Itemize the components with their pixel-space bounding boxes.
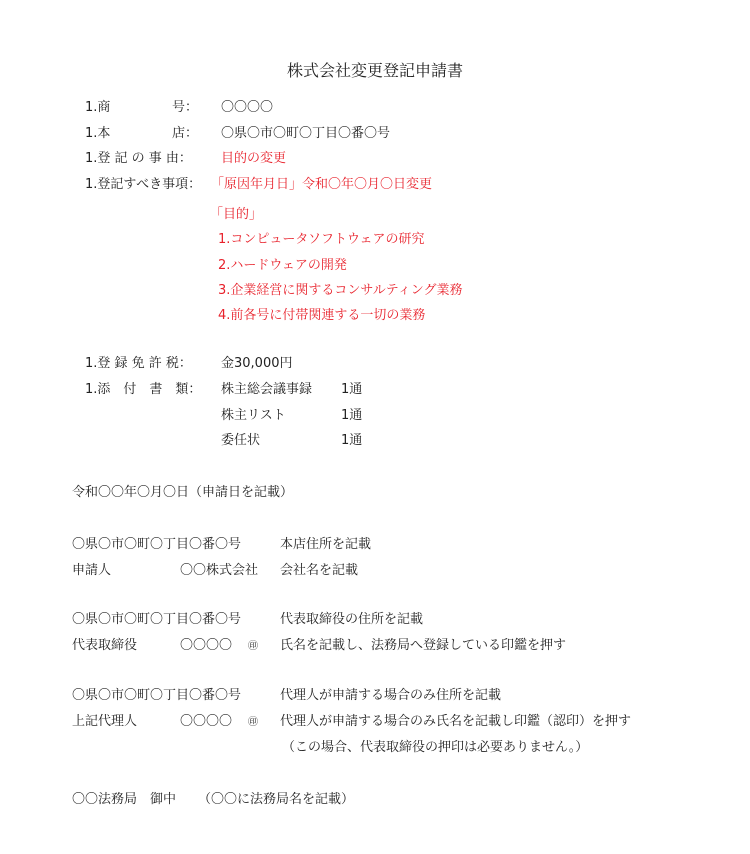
seal-mark: ㊞ xyxy=(248,717,258,728)
purpose-item: 1.コンピュータソフトウェアの研究 xyxy=(218,232,425,247)
seal-icon xyxy=(248,637,258,656)
applicant-name-note: 会社名を記載 xyxy=(280,563,359,578)
agent-note: （この場合、代表取締役の押印は必要ありません。） xyxy=(282,740,589,755)
purpose-item: 4.前各号に付帯関連する一切の業務 xyxy=(218,308,426,323)
tax-label: 1.登 録 免 許 税： xyxy=(85,356,192,371)
attachment-name: 株主リスト xyxy=(221,408,286,423)
agent-name-note: 代理人が申請する場合のみ氏名を記載し印鑑（認印）を押す xyxy=(280,714,632,729)
head-office-label-start: 1.本 xyxy=(85,126,111,141)
representative-address: 〇県〇市〇町〇丁目〇番〇号 xyxy=(72,612,242,627)
agent-label: 上記代理人 xyxy=(72,714,138,729)
head-office-value: 〇県〇市〇町〇丁目〇番〇号 xyxy=(221,126,391,141)
matters-value: 「原因年月日」令和〇年〇月〇日変更 xyxy=(211,177,433,192)
application-date: 令和〇〇年〇月〇日（申請日を記載） xyxy=(72,485,294,500)
attachment-count: 1通 xyxy=(341,382,363,397)
attachment-name: 株主総会議事録 xyxy=(221,382,313,397)
agent-name: 〇〇〇〇 xyxy=(180,714,233,729)
attachment-name: 委任状 xyxy=(221,433,261,448)
purpose-item: 2.ハードウェアの開発 xyxy=(218,258,347,273)
trade-name-label-start: 1.商 xyxy=(85,100,111,115)
matters-label: 1.登記すべき事項： xyxy=(85,177,202,192)
applicant-name: 〇〇株式会社 xyxy=(180,563,259,578)
head-office-label-end: 店： xyxy=(172,126,199,141)
purpose-item: 3.企業経営に関するコンサルティング業務 xyxy=(218,283,463,298)
attachment-count: 1通 xyxy=(341,433,363,448)
representative-name: 〇〇〇〇 xyxy=(180,638,233,653)
seal-mark: ㊞ xyxy=(248,641,258,652)
attachments-label: 1.添 付 書 類： xyxy=(85,382,202,397)
attachment-count: 1通 xyxy=(341,408,363,423)
representative-label: 代表取締役 xyxy=(72,638,138,653)
purpose-heading: 「目的」 xyxy=(210,207,263,222)
trade-name-value: 〇〇〇〇 xyxy=(221,100,274,115)
representative-name-note: 氏名を記載し、法務局へ登録している印鑑を押す xyxy=(280,638,567,653)
applicant-address-note: 本店住所を記載 xyxy=(280,537,372,552)
seal-icon xyxy=(248,713,258,732)
tax-value: 金30,000円 xyxy=(221,356,293,371)
representative-address-note: 代表取締役の住所を記載 xyxy=(280,612,424,627)
document-title: 株式会社変更登記申請書 xyxy=(286,61,463,80)
applicant-address: 〇県〇市〇町〇丁目〇番〇号 xyxy=(72,537,242,552)
agent-address-note: 代理人が申請する場合のみ住所を記載 xyxy=(280,688,502,703)
legal-office: 〇〇法務局 御中 xyxy=(72,792,177,807)
trade-name-label-end: 号： xyxy=(172,100,199,115)
agent-address: 〇県〇市〇町〇丁目〇番〇号 xyxy=(72,688,242,703)
reason-label: 1.登 記 の 事 由： xyxy=(85,151,192,166)
applicant-label: 申請人 xyxy=(72,563,112,578)
legal-office-note: （〇〇に法務局名を記載） xyxy=(198,792,355,807)
reason-value: 目的の変更 xyxy=(221,151,287,166)
